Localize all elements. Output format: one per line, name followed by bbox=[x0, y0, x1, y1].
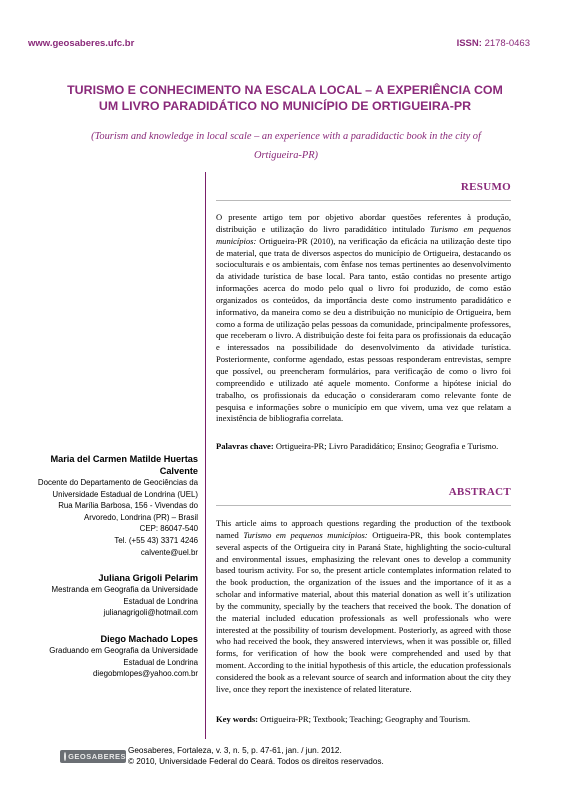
author-block bbox=[8, 453, 198, 558]
author-name: Diego Machado Lopes bbox=[100, 633, 198, 644]
resumo-text bbox=[216, 212, 511, 425]
author-cep: CEP: 86047-540 bbox=[139, 524, 198, 534]
abstract-text-part: This article aims to approach questions regarding the production of the textbook named bbox=[216, 518, 511, 540]
keywords-text: Ortigueira-PR; Textbook; Teaching; Geography and Tourism. bbox=[258, 714, 471, 724]
column-divider bbox=[205, 172, 206, 739]
author-affiliation: Mestranda em Geografia da Universidade bbox=[51, 585, 198, 595]
resumo-text-part: O presente artigo tem por objetivo abordar questões referentes à produção, distribuição e utilização do livro paradidático intitulado bbox=[216, 212, 511, 234]
abstract-text-part: Ortigueira-PR, this book contemplates several aspects of the Ortigueira city in Paraná State, highlighting the socio-cultural and environmental issues, emphasizing the relevant ones to develop a community based tourism activity. For so, the present article contemplates information related to the book production, the organization of the issues and the importance of it as a scholar and informative material, about this material donation as well it´s utilization by the community, specially by the teachers that received the book. The donation of the material included education professionals as well professionals who were interested at the possibility of tourism development. Posteriorly, as agreed with those who had received the book, they answered interviews, when it was possible or, filled forms, for verification of how the book were comprehended and used by that moment. According to the initial hypothesis of this article, the education professionals considered the book as a relevant source of search and information about the city they live, once they report the inexistence of related literature. bbox=[216, 529, 511, 694]
issn-label: ISSN: bbox=[456, 38, 482, 49]
palavras-chave bbox=[216, 440, 511, 453]
resumo-heading: RESUMO bbox=[460, 181, 511, 193]
author-block bbox=[8, 633, 198, 680]
book-title: Turismo em pequenos municípios: bbox=[216, 223, 511, 246]
author-affiliation: Docente do Departamento de Geociências da bbox=[37, 478, 198, 487]
subtitle-line: (Tourism and knowledge in local scale – an experience with a paradidactic book in the city of bbox=[91, 131, 481, 142]
key-words bbox=[216, 713, 511, 726]
footer-citation bbox=[128, 746, 384, 768]
author-email[interactable]: calvente@uel.br bbox=[140, 547, 198, 557]
keywords-label: Key words: bbox=[216, 714, 259, 724]
author-name: Juliana Grigoli Pelarim bbox=[98, 573, 198, 584]
issn-value: 2178-0463 bbox=[484, 38, 530, 49]
author-name: Maria del Carmen Matilde Huertas bbox=[50, 454, 198, 464]
copyright-line: © 2010, Universidade Federal do Ceará. Todos os direitos reservados. bbox=[128, 756, 384, 766]
author-affiliation: Estadual de Londrina bbox=[123, 596, 198, 606]
keywords-text: Ortigueira-PR; Livro Paradidático; Ensino; Geografia e Turismo. bbox=[273, 441, 499, 451]
subtitle-line: Ortigueira-PR) bbox=[253, 150, 319, 161]
logo-text: GEOSABERES bbox=[68, 752, 126, 761]
author-address: Arvoredo, Londrina (PR) – Brasil bbox=[83, 512, 198, 522]
author-affiliation: Universidade Estadual de Londrina (UEL) bbox=[52, 489, 198, 499]
author-email[interactable]: diegobmlopes@yahoo.com.br bbox=[93, 669, 198, 679]
globe-icon bbox=[64, 752, 66, 761]
journal-url[interactable]: www.geosaberes.ufc.br bbox=[28, 38, 135, 49]
abstract-text bbox=[216, 518, 511, 696]
geosaberes-logo bbox=[60, 750, 126, 763]
author-block bbox=[8, 572, 198, 619]
authors-column bbox=[8, 453, 198, 690]
author-name: Calvente bbox=[159, 466, 198, 476]
author-email[interactable]: julianagrigoli@hotmail.com bbox=[103, 608, 198, 618]
author-affiliation: Graduando em Geografia da Universidade bbox=[49, 645, 198, 655]
resumo-rule bbox=[216, 200, 511, 201]
author-phone: Tel. (+55 43) 3371 4246 bbox=[114, 535, 198, 545]
author-affiliation: Estadual de Londrina bbox=[123, 657, 198, 667]
issn bbox=[457, 38, 530, 49]
title-line: UM LIVRO PARADIDÁTICO NO MUNICÍPIO DE ORTIGUEIRA-PR bbox=[98, 98, 472, 113]
article-subtitle bbox=[30, 127, 542, 165]
author-address: Rua Marília Barbosa, 156 - Vivendas do bbox=[58, 501, 198, 511]
book-title: Turismo em pequenos municípios: bbox=[243, 529, 368, 540]
abstract-rule bbox=[216, 505, 511, 506]
keywords-label: Palavras chave: bbox=[216, 441, 274, 451]
citation-line: Geosaberes, Fortaleza, v. 3, n. 5, p. 47-61, jan. / jun. 2012. bbox=[128, 746, 342, 755]
resumo-text-part: Ortigueira-PR (2010), na verificação da eficácia na utilização deste tipo de material, que trata de diversos aspectos do município de Ortigueira, destacando os socioculturais e os ambientais, com ênfase nos temas pertinentes ao desenvolvimento da atividade turística de base local. Para tanto, estão contidas no presente artigo informações acerca do modo pelo qual o livro foi produzido, de como estão organizados os conteúdos, da importância deste como instrumento paradidático e informativo, da maneira como se deu a distribuição no município de Ortigueira, bem como a forma de utilização pelas pessoas da comunidade, principalmente professores, que receberam o livro. A distribuição deste foi feita para os profissionais da educação e interessados na possibilidade do desenvolvimento da atividade turística. Posteriormente, conforme agendado, estas pessoas responderam entrevistas, sempre que possível, ou preencheram formulários, para verificação de como o livro foi compreendido e utilizado até aquele momento. Conforme a hipótese inicial do trabalho, os profissionais da educação o consideraram como relevante fonte de pesquisa e informações sobre o município em que vivem, uma vez que relatam a inexistência de bibliografia correlata. bbox=[216, 235, 511, 424]
abstract-heading: ABSTRACT bbox=[448, 486, 511, 498]
article-title bbox=[40, 83, 530, 114]
title-line: TURISMO E CONHECIMENTO NA ESCALA LOCAL – A EXPERIÊNCIA COM bbox=[67, 83, 503, 97]
